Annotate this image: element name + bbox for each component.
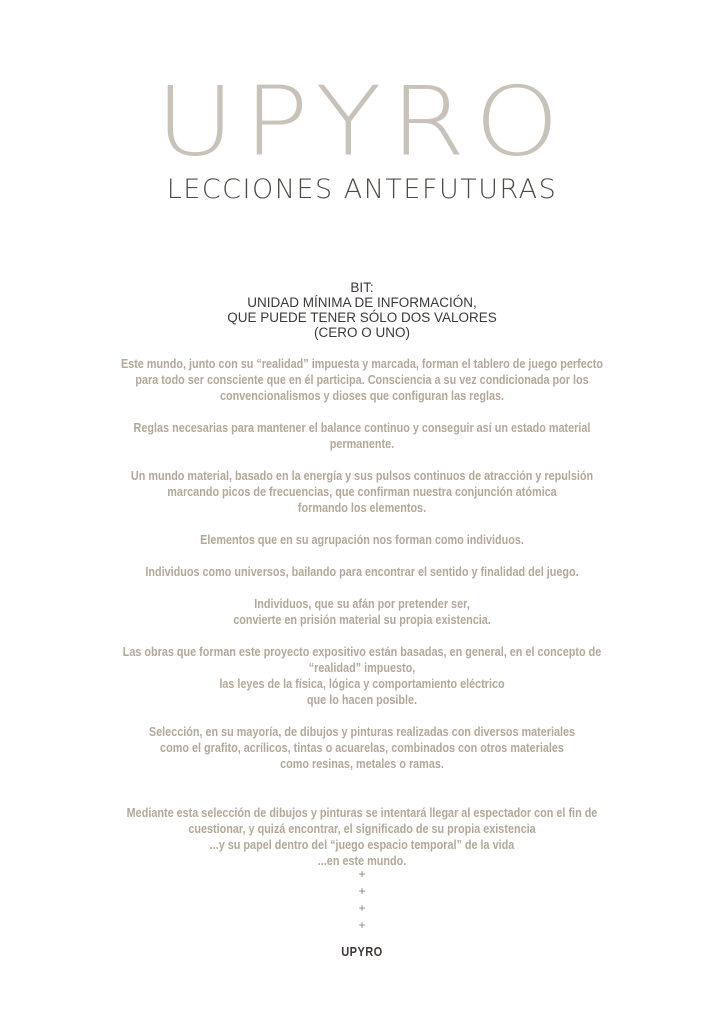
definition-line: (CERO O UNO) [314, 325, 410, 340]
paragraph-line: cuestionar, y quizá encontrar, el significado de su propia existencia [188, 822, 536, 836]
paragraph-line: para todo ser consciente que en él participa. Consciencia a su vez condicionada por los [135, 373, 589, 387]
paragraph [51, 468, 674, 516]
paragraph [51, 644, 674, 708]
plus-mark: + [358, 918, 366, 932]
definition-line: UNIDAD MÍNIMA DE INFORMACIÓN, [247, 295, 477, 310]
paragraph-line: Las obras que forman este proyecto expositivo están basadas, en general, en el concepto de [122, 645, 602, 659]
paragraph-line: como el grafito, acrílicos, tintas o acuarelas, combinados con otros materiales [160, 741, 564, 755]
paragraph [51, 420, 674, 452]
statement-body [51, 356, 674, 885]
paragraph-line: convierte en prisión material su propia existencia. [233, 613, 491, 627]
brand-subtitle: LECCIONES ANTEFUTURAS [166, 174, 558, 205]
paragraph-line: marcando picos de frecuencias, que confirman nuestra conjunción atómica [167, 485, 557, 499]
paragraph-line: Elementos que en su agrupación nos forman como individuos. [200, 533, 524, 547]
paragraph-line: permanente. [329, 437, 395, 451]
paragraph [51, 805, 674, 869]
definition-line: QUE PUEDE TENER SÓLO DOS VALORES [227, 310, 497, 325]
plus-mark: + [358, 884, 366, 898]
paragraph [51, 356, 674, 404]
paragraph-line: formando los elementos. [297, 501, 427, 515]
paragraph [51, 564, 674, 580]
definition-line: BIT: [350, 280, 374, 295]
paragraph-line: Individuos como universos, bailando para encontrar el sentido y finalidad del juego. [145, 565, 579, 579]
paragraph-line: Este mundo, junto con su “realidad” impuesta y marcada, forman el tablero de juego perfecto [120, 357, 604, 371]
paragraph-line: Individuos, que su afán por pretender ser, [254, 597, 470, 611]
paragraph-line: Mediante esta selección de dibujos y pinturas se intentará llegar al espectador con el fin de [126, 806, 598, 820]
paragraph-line: que lo hacen posible. [306, 693, 418, 707]
paragraph-line: Un mundo material, basado en la energía y sus pulsos continuos de atracción y repulsión [130, 469, 594, 483]
plus-mark: + [358, 901, 366, 915]
paragraph [51, 532, 674, 548]
paragraph-line: como resinas, metales o ramas. [280, 757, 444, 771]
paragraph [51, 724, 674, 772]
plus-mark: + [358, 867, 366, 881]
paragraph-line: convencionalismos y dioses que configuran las reglas. [219, 389, 505, 403]
brand-title: UPYRO [155, 67, 569, 178]
paragraph-line: Reglas necesarias para mantener el balance continuo y conseguir así un estado material [133, 421, 591, 435]
paragraph-line: “realidad” impuesto, [308, 661, 416, 675]
bit-definition [0, 280, 724, 340]
signature: UPYRO [341, 944, 383, 959]
separator-marks [0, 866, 724, 934]
paragraph-line: ...y su papel dentro del “juego espacio temporal” de la vida [209, 838, 515, 852]
paragraph-line: Selección, en su mayoría, de dibujos y pinturas realizadas con diversos materiales [148, 725, 576, 739]
paragraph-line: ...en este mundo. [317, 854, 407, 868]
paragraph-line: las leyes de la física, lógica y comportamiento eléctrico [219, 677, 505, 691]
paragraph [51, 596, 674, 628]
